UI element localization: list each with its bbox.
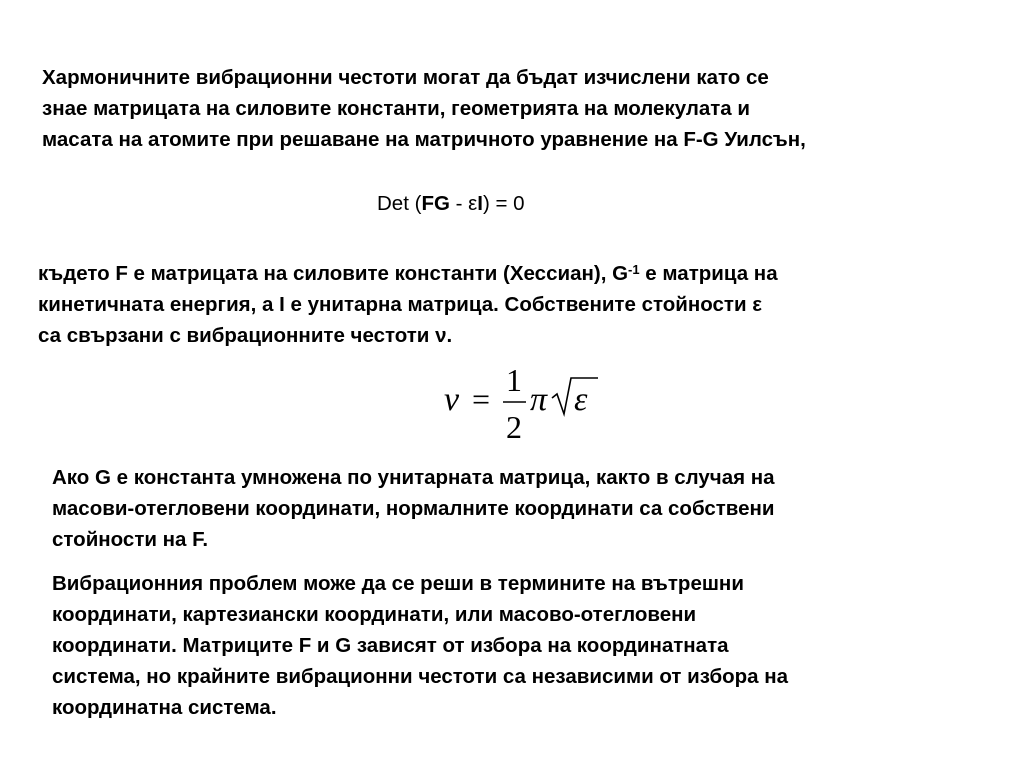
definition-line: са свързани с вибрационните честоти ν. — [38, 324, 453, 347]
equals-sign: = — [472, 381, 491, 417]
constant-g-line: Ако G е константа умножена по унитарната матрица, както в случая на — [52, 466, 775, 489]
intro-line: масата на атомите при решаване на матричното уравнение на F-G Уилсън, — [42, 128, 806, 151]
definition-line: кинетичната енергия, а I е унитарна матрица. Собствените стойности ε — [38, 293, 762, 316]
frequency-formula-graphic — [440, 360, 610, 444]
intro-line: Хармоничните вибрационни честоти могат да бъдат изчислени като се — [42, 66, 769, 89]
nu-symbol: ν — [444, 381, 460, 418]
coordinates-line: координатна система. — [52, 696, 277, 719]
pi-symbol: π — [530, 381, 548, 418]
coordinates-line: Вибрационния проблем може да се реши в термините на вътрешни — [52, 572, 744, 595]
constant-g-line: масови-отегловени координати, нормалните координати са собствени — [52, 497, 775, 520]
intro-paragraph — [42, 62, 806, 155]
definition-line-start: където F е матрицата на силовите константи (Хессиан), G — [38, 262, 629, 285]
definition-paragraph — [38, 258, 778, 351]
det-label: Det ( — [377, 192, 422, 215]
constant-g-paragraph — [52, 462, 775, 555]
inverse-superscript: -1 — [628, 262, 640, 277]
coordinates-paragraph — [52, 568, 788, 723]
definition-line-end: е матрица на — [639, 262, 778, 285]
intro-line: знае матрицата на силовите константи, геометрията на молекулата и — [42, 97, 751, 120]
determinant-equation — [377, 190, 525, 218]
fraction-denominator: 2 — [506, 409, 522, 444]
frequency-formula — [440, 360, 610, 444]
fraction-numerator: 1 — [506, 362, 522, 398]
constant-g-line: стойности на F. — [52, 528, 209, 551]
coordinates-line: координати, картезиански координати, или масово-отегловени — [52, 603, 697, 626]
coordinates-line: система, но крайните вибрационни честоти са независими от избора на — [52, 665, 789, 688]
minus-epsilon: - ε — [449, 192, 478, 215]
definition-line — [38, 258, 778, 289]
coordinates-line: координати. Матриците F и G зависят от избора на координатната — [52, 634, 729, 657]
identity-symbol: I — [477, 192, 483, 215]
fg-symbol: FG — [421, 192, 450, 215]
epsilon-symbol: ε — [574, 381, 588, 418]
equals-zero: ) = 0 — [482, 192, 525, 215]
